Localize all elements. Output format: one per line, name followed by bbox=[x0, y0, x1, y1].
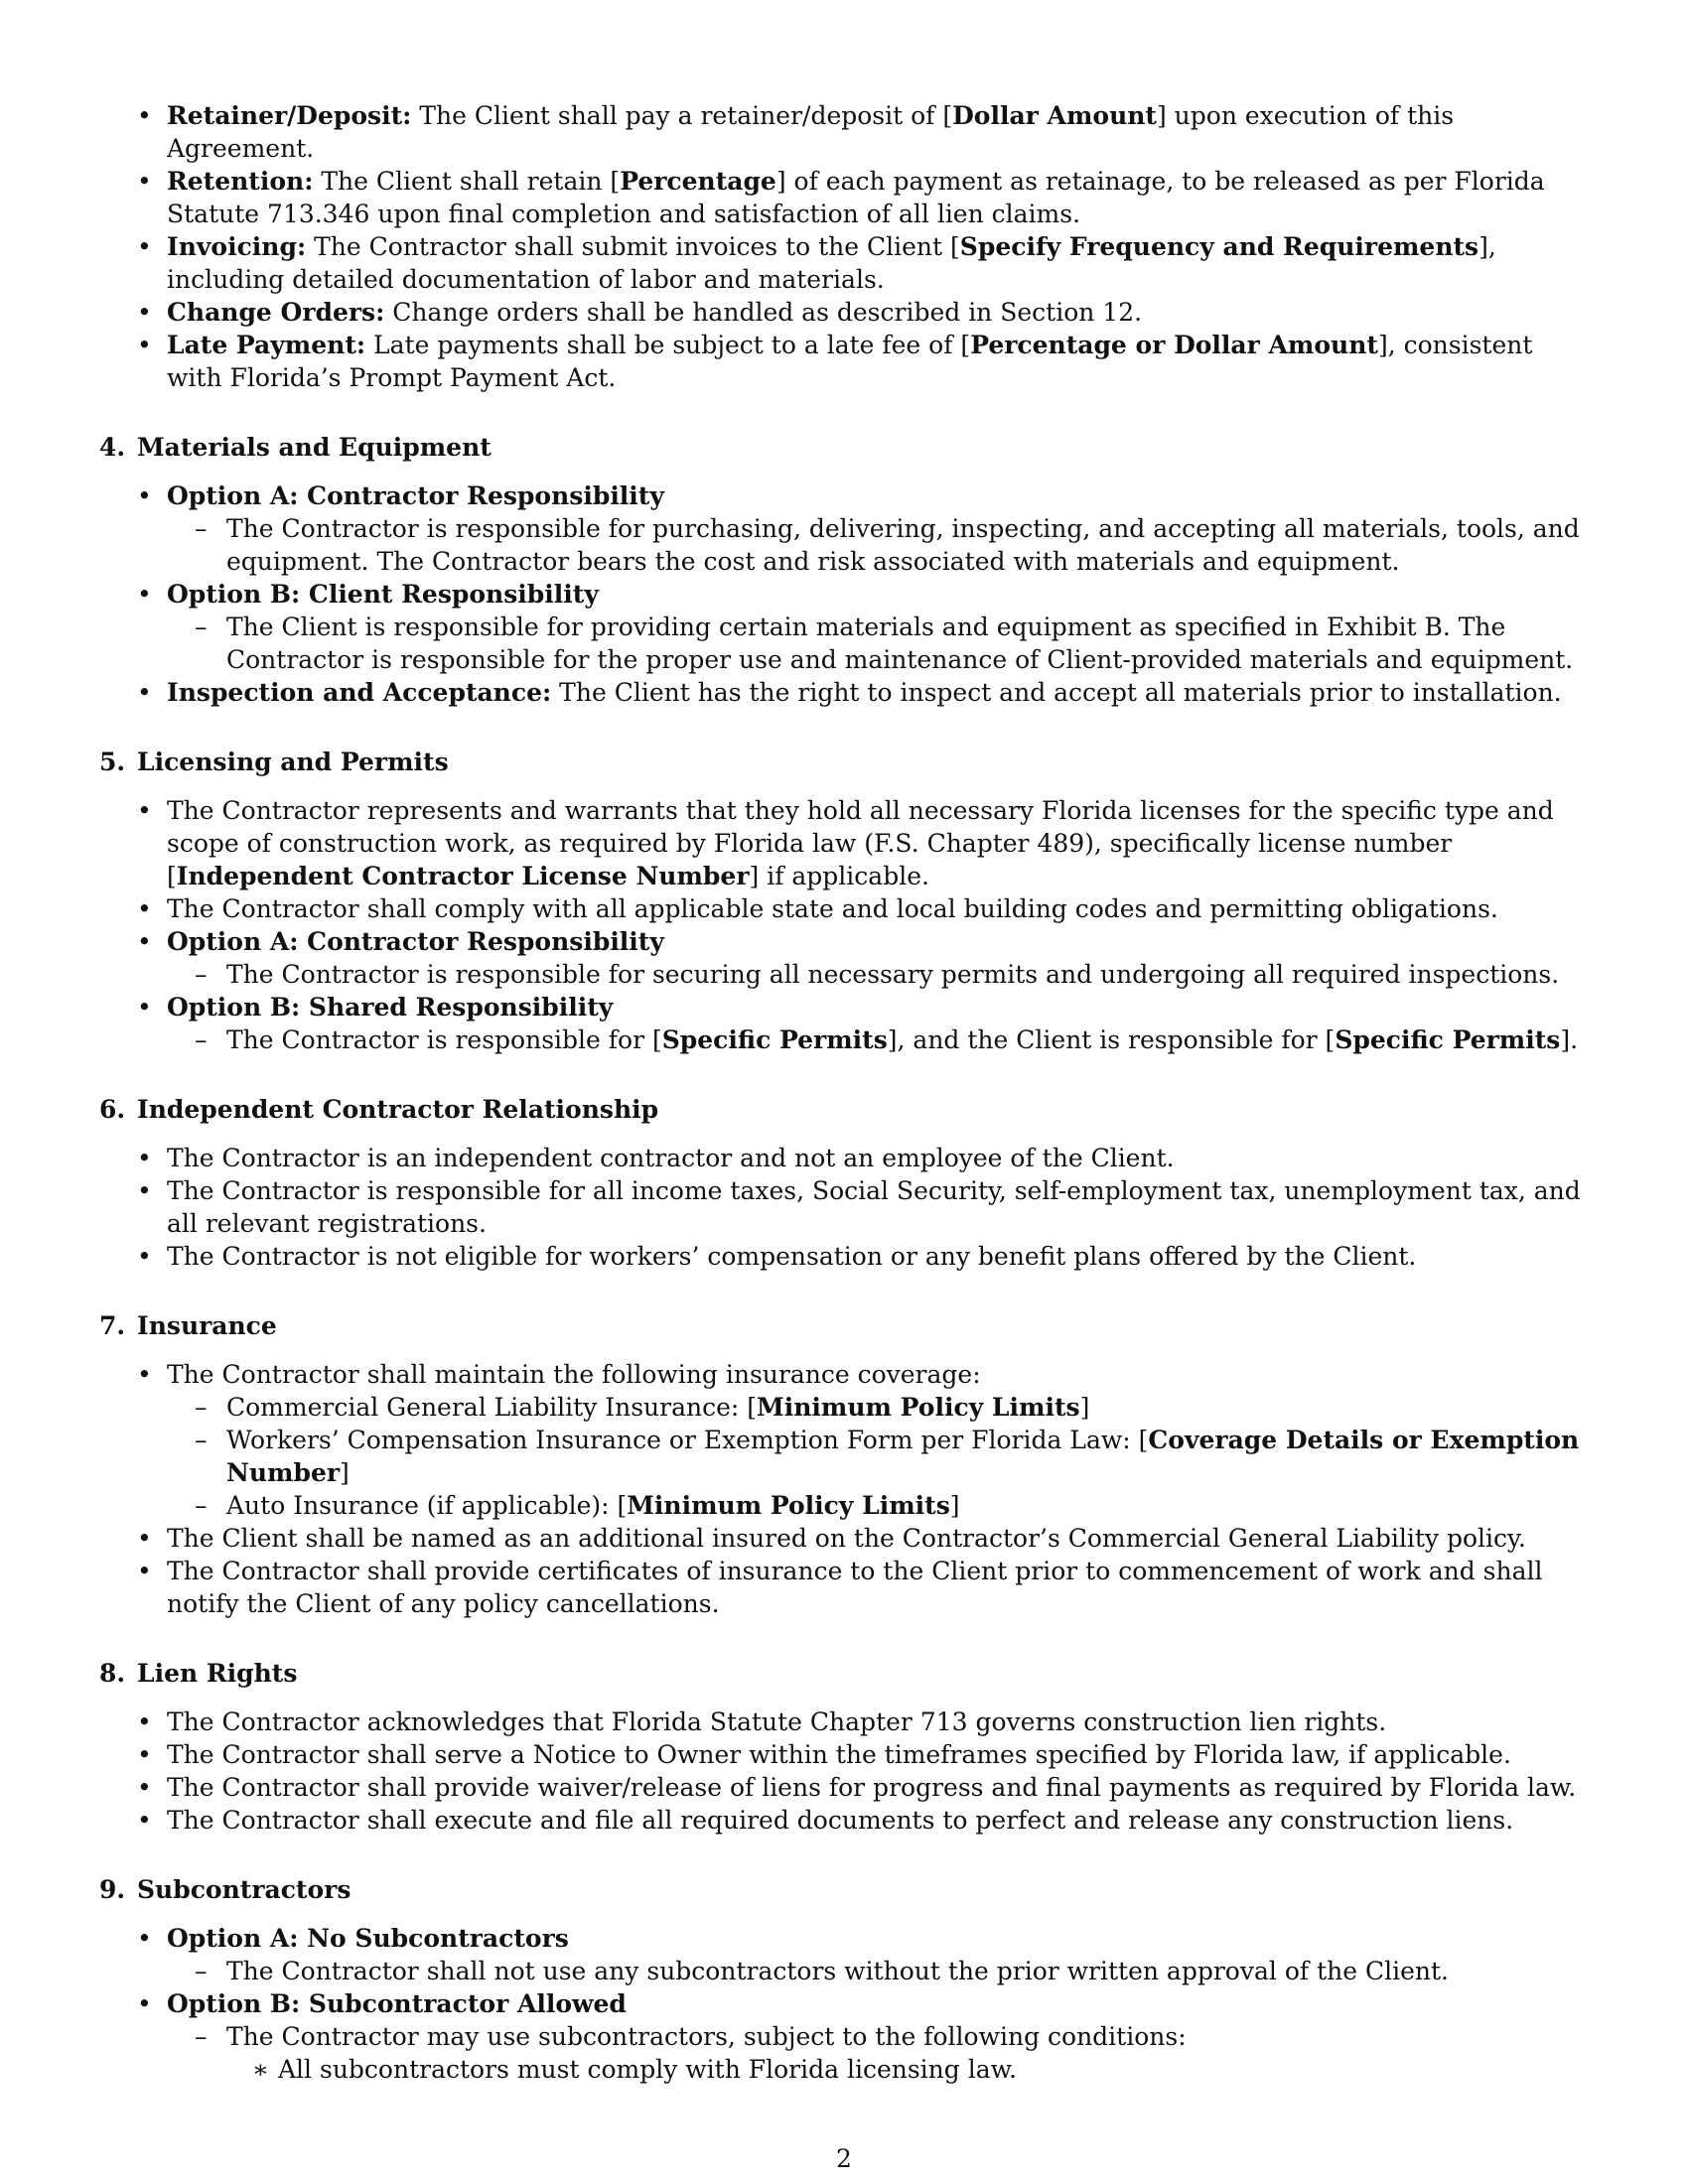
list-item: • Option B: Client Responsibility – The Client is responsible for providing certain materials and equipment as specified in Exhibit B. The Contractor is responsible for the proper use and maintenance of Client-provided materials and equipment. bbox=[99, 578, 1589, 676]
list-item: • Retainer/Deposit: The Client shall pay a retainer/deposit of [Dollar Amount] upon execution of this Agreement. bbox=[99, 99, 1589, 165]
sub-list-item: – The Contractor is responsible for purchasing, delivering, inspecting, and accepting all materials, tools, and equipment. The Contractor bears the cost and risk associated with materials and equipment. bbox=[167, 512, 1589, 578]
list-item: • The Client shall be named as an additional insured on the Contractor’s Commercial General Liability policy. bbox=[99, 1522, 1589, 1555]
sub-list-item: – Commercial General Liability Insurance: [Minimum Policy Limits] bbox=[167, 1391, 1589, 1424]
sub-list-item: – The Contractor is responsible for securing all necessary permits and undergoing all required inspections. bbox=[167, 958, 1589, 991]
list-item: • Invoicing: The Contractor shall submit invoices to the Client [Specify Frequency and Requirements], including detailed documentation of labor and materials. bbox=[99, 230, 1589, 296]
section-lien-rights bbox=[99, 1657, 1589, 1837]
section-list bbox=[99, 1706, 1589, 1837]
list-item: • The Contractor shall maintain the following insurance coverage: – Commercial General Liability Insurance: [Minimum Policy Limits] – Workers’ Compensation Insurance or Exemption Form per Florida Law: [Coverage Details or Exemption Number] – Auto Insurance (if applicable): [Minimum Policy Limits] bbox=[99, 1358, 1589, 1522]
list-item: • Change Orders: Change orders shall be handled as described in Section 12. bbox=[99, 296, 1589, 329]
list-item: • The Contractor is an independent contractor and not an employee of the Client. bbox=[99, 1142, 1589, 1174]
section-heading: 9. Subcontractors bbox=[99, 1875, 352, 1904]
list-item: • The Contractor is responsible for all income taxes, Social Security, self-employment tax, unemployment tax, and all relevant registrations. bbox=[99, 1174, 1589, 1240]
list-item: • The Contractor shall provide certificates of insurance to the Client prior to commencement of work and shall notify the Client of any policy cancellations. bbox=[99, 1555, 1589, 1620]
sub-list bbox=[167, 611, 1589, 676]
sub-list bbox=[167, 1024, 1589, 1056]
section-list bbox=[99, 1922, 1589, 2086]
page-number: 2 bbox=[836, 2144, 852, 2173]
payment-terms-list bbox=[99, 99, 1589, 394]
section-heading: 5. Licensing and Permits bbox=[99, 748, 449, 776]
section-insurance bbox=[99, 1309, 1589, 1620]
list-item: • The Contractor shall execute and file all required documents to perfect and release any construction liens. bbox=[99, 1804, 1589, 1837]
section-licensing-permits bbox=[99, 746, 1589, 1056]
list-item: • Retention: The Client shall retain [Percentage] of each payment as retainage, to be released as per Florida Statute 713.346 upon final completion and satisfaction of all lien claims. bbox=[99, 165, 1589, 230]
list-item: • Option B: Subcontractor Allowed – The Contractor may use subcontractors, subject to the following conditions: ∗ All subcontractors must comply with Florida licensing law. bbox=[99, 1987, 1589, 2086]
section-subcontractors bbox=[99, 1873, 1589, 2086]
list-item: • The Contractor shall serve a Notice to Owner within the timeframes specified by Florida law, if applicable. bbox=[99, 1738, 1589, 1771]
sub-list-item: – Auto Insurance (if applicable): [Minimum Policy Limits] bbox=[167, 1489, 1589, 1522]
list-item: • The Contractor acknowledges that Florida Statute Chapter 713 governs construction lien rights. bbox=[99, 1706, 1589, 1738]
list-item: • The Contractor is not eligible for workers’ compensation or any benefit plans offered by the Client. bbox=[99, 1240, 1589, 1273]
list-item: • Late Payment: Late payments shall be subject to a late fee of [Percentage or Dollar Amount], consistent with Florida’s Prompt Payment Act. bbox=[99, 329, 1589, 394]
list-item: • The Contractor represents and warrants that they hold all necessary Florida licenses for the specific type and scope of construction work, as required by Florida law (F.S. Chapter 489), specifically license number [Independent Contractor License Number] if applicable. bbox=[99, 794, 1589, 892]
sub-list-item: – The Contractor may use subcontractors, subject to the following conditions: ∗ All subcontractors must comply with Florida licensing law. bbox=[167, 2020, 1589, 2086]
list-item: • The Contractor shall provide waiver/release of liens for progress and final payments as required by Florida law. bbox=[99, 1771, 1589, 1804]
section-independent-contractor bbox=[99, 1093, 1589, 1273]
sub-list-item: – The Contractor is responsible for [Specific Permits], and the Client is responsible for [Specific Permits]. bbox=[167, 1024, 1589, 1056]
sub-list bbox=[167, 2020, 1589, 2086]
sub-list-item: – The Contractor shall not use any subcontractors without the prior written approval of the Client. bbox=[167, 1955, 1589, 1987]
list-item: • Option A: Contractor Responsibility – The Contractor is responsible for purchasing, delivering, inspecting, and accepting all materials, tools, and equipment. The Contractor bears the cost and risk associated with materials and equipment. bbox=[99, 479, 1589, 578]
section-list bbox=[99, 794, 1589, 1056]
section-heading: 8. Lien Rights bbox=[99, 1659, 298, 1688]
section-list bbox=[99, 1358, 1589, 1620]
sub-list-item: – Workers’ Compensation Insurance or Exemption Form per Florida Law: [Coverage Details or Exemption Number] bbox=[167, 1424, 1589, 1489]
list-item: • The Contractor shall comply with all applicable state and local building codes and permitting obligations. bbox=[99, 892, 1589, 925]
list-item: • Option A: Contractor Responsibility – The Contractor is responsible for securing all necessary permits and undergoing all required inspections. bbox=[99, 925, 1589, 991]
section-list bbox=[99, 479, 1589, 709]
list-item: • Option B: Shared Responsibility – The Contractor is responsible for [Specific Permits], and the Client is responsible for [Specific Permits]. bbox=[99, 991, 1589, 1056]
document-page bbox=[99, 99, 1589, 2086]
sub-list-item: – The Client is responsible for providing certain materials and equipment as specified in Exhibit B. The Contractor is responsible for the proper use and maintenance of Client-provided materials and equipment. bbox=[167, 611, 1589, 676]
sub-list bbox=[167, 512, 1589, 578]
section-heading: 7. Insurance bbox=[99, 1311, 277, 1340]
sub-sub-list-item: ∗ All subcontractors must comply with Florida licensing law. bbox=[226, 2053, 1589, 2086]
sub-list bbox=[167, 958, 1589, 991]
sub-list bbox=[167, 1955, 1589, 1987]
sub-sub-list bbox=[226, 2053, 1589, 2086]
sub-list bbox=[167, 1391, 1589, 1522]
section-materials-equipment bbox=[99, 431, 1589, 709]
list-item: • Inspection and Acceptance: The Client has the right to inspect and accept all materials prior to installation. bbox=[99, 676, 1589, 709]
section-list bbox=[99, 1142, 1589, 1273]
section-heading: 4. Materials and Equipment bbox=[99, 433, 492, 462]
section-heading: 6. Independent Contractor Relationship bbox=[99, 1095, 659, 1124]
list-item: • Option A: No Subcontractors – The Contractor shall not use any subcontractors without the prior written approval of the Client. bbox=[99, 1922, 1589, 1987]
